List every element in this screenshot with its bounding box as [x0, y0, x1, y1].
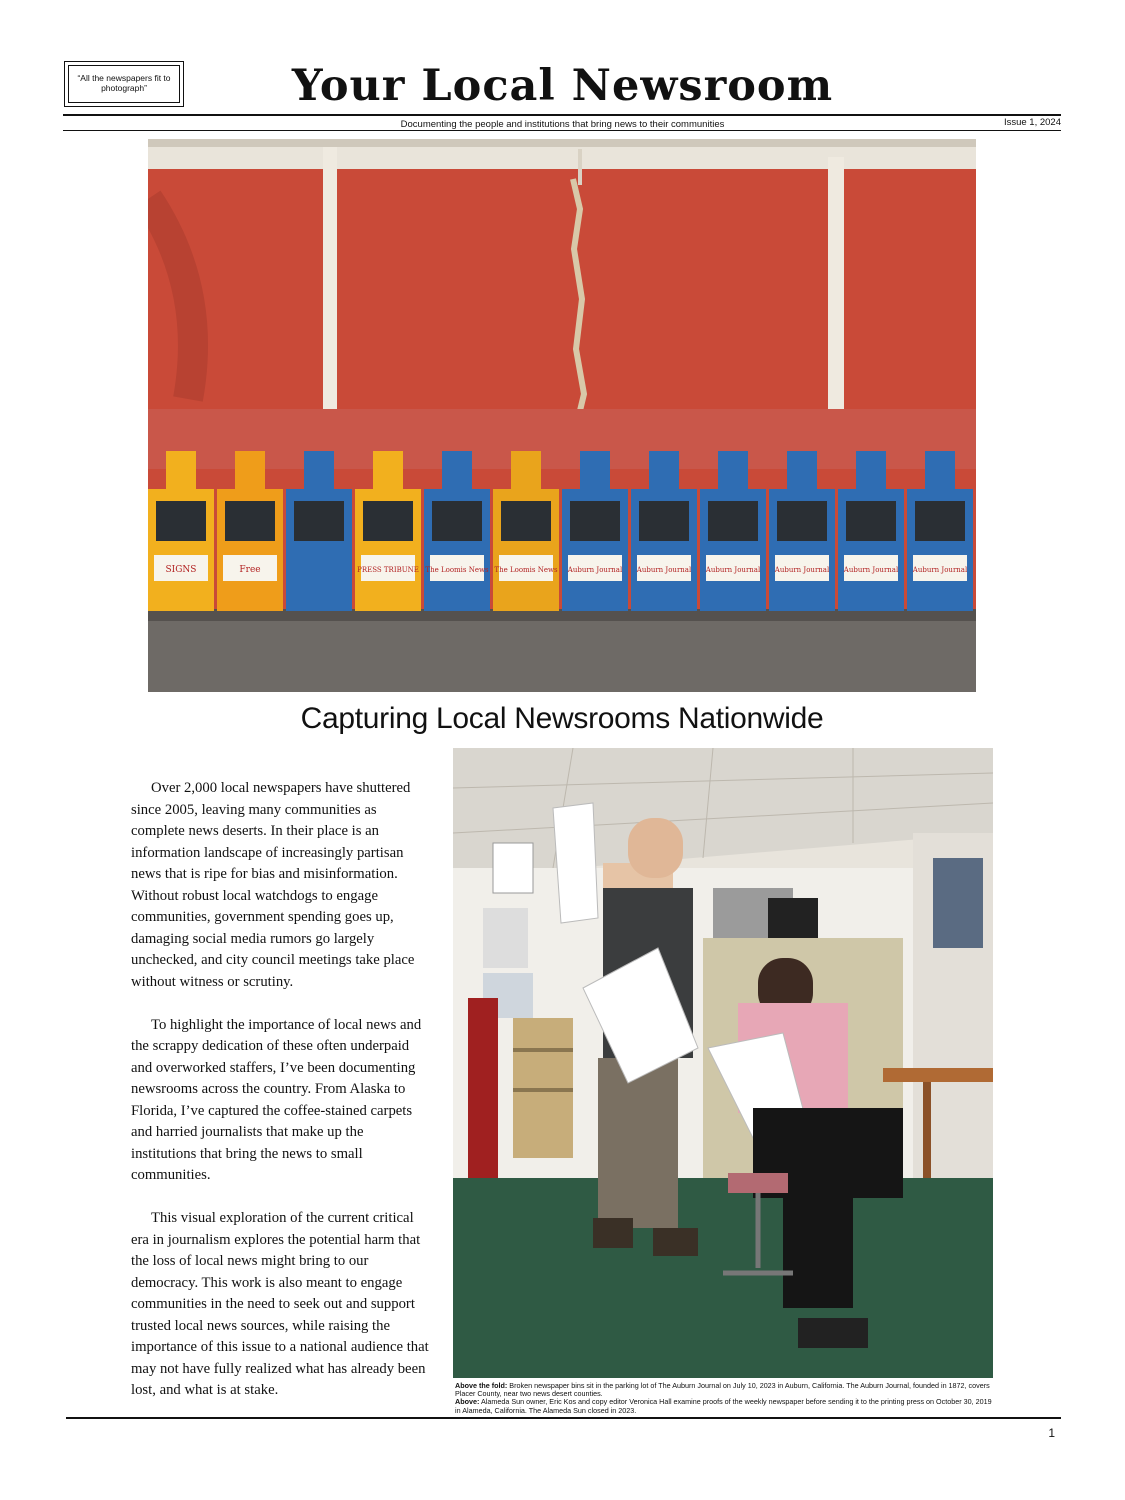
article-paragraph-1: Over 2,000 local newspapers have shuttered since 2005, leaving many communities as complete news deserts. In their place is an information landscape of increasingly partisan news that is ripe for bias and misinformation. Without robust local watchdogs to engage communities, government spending goes up, damaging social media rumors go largely unchecked, and city council meetings take place without witness or scrutiny. [131, 780, 415, 990]
footer-rule [66, 1417, 1061, 1419]
bin-label: The Loomis News [494, 566, 558, 574]
masthead-rule [63, 114, 1061, 116]
bin-label: SIGNS [165, 565, 197, 575]
caption-main-text: Alameda Sun owner, Eric Kos and copy editor Veronica Hall examine proofs of the weekly newspaper before sending it to the printing press on October 30, 2019 in Alameda, California. The Alameda Sun closed in 2023. [455, 1397, 992, 1415]
caption-main [455, 1398, 995, 1414]
tagline: Documenting the people and institutions that bring news to their communities [400, 119, 725, 130]
motto-box [64, 61, 184, 107]
article-paragraph-3: This visual exploration of the current critical era in journalism explores the potential harm that the loss of local news might bring to our democracy. This work is also meant to engage communities in the need to seek out and support trusted local news sources, while raising the importance of this issue to a national audience that may not have fully realized what has already been lost, and what is at stake. [131, 1210, 429, 1398]
bin-label: Auburn Journal [843, 566, 899, 574]
caption-top [455, 1382, 995, 1398]
bin-label: Auburn Journal [636, 566, 692, 574]
newsroom-illustration [453, 748, 993, 1378]
page-number: 1 [1048, 1426, 1055, 1440]
caption-main-label: Above: [455, 1397, 480, 1407]
bin-label: Auburn Journal [912, 566, 968, 574]
newspaper-bins-illustration [148, 139, 976, 692]
bin-label: Auburn Journal [774, 566, 830, 574]
bin-label: Auburn Journal [705, 566, 761, 574]
article-body [131, 778, 431, 1423]
bin-label: The Loomis News [425, 566, 489, 574]
bin-label: Free [239, 565, 261, 575]
masthead-rule-lower [63, 130, 1061, 131]
bin-label: Auburn Journal [567, 566, 623, 574]
photo-newsroom-staff [453, 748, 993, 1378]
masthead-title: Your Local Newsroom [291, 61, 834, 111]
issue-label: Issue 1, 2024 [1003, 117, 1061, 128]
bin-label: PRESS TRIBUNE [357, 566, 419, 574]
photo-captions [455, 1382, 995, 1415]
motto-text: “All the newspapers fit to photograph” [77, 73, 171, 93]
caption-top-text: Broken newspaper bins sit in the parking lot of The Auburn Journal on July 10, 2023 in Auburn, California. The Auburn Journal, founded in 1872, covers Placer County, near two news desert counties. [455, 1381, 990, 1399]
article-paragraph-2: To highlight the importance of local news and the scrappy dedication of these often underpaid and overworked staffers, I’ve been documenting newsrooms across the country. From Alaska to Florida, I’ve captured the coffee-stained carpets and harried journalists that make up the institutions that bring the news to small communities. [131, 1016, 422, 1183]
article-headline: Capturing Local Newsrooms Nationwide [300, 702, 824, 735]
caption-top-label: Above the fold: [455, 1381, 508, 1390]
photo-newspaper-bins [148, 139, 976, 692]
